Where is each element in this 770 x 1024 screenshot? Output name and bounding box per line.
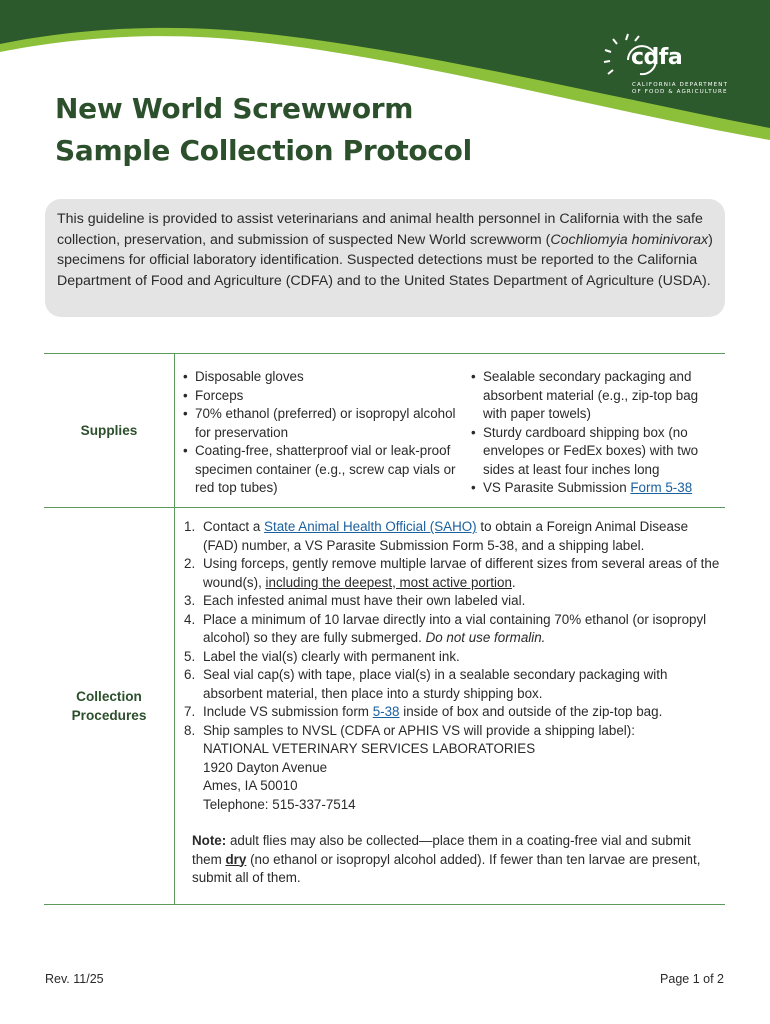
supply-item: • Coating-free, shatterproof vial or leak-proof specimen container (e.g., screw cap vials or red top tubes) <box>183 442 471 498</box>
supplies-row <box>44 353 725 508</box>
form-5-38-link-2[interactable]: 5-38 <box>372 704 400 719</box>
step-1: 1. Contact a State Animal Health Official (SAHO) to obtain a Foreign Animal Disease (FAD) number, a VS Parasite Submission Form 5-38, and a shipping label. <box>184 518 725 555</box>
step-2: 2. Using forceps, gently remove multiple larvae of different sizes from several areas of the wound(s), including the deepest, most active portion. <box>184 555 725 592</box>
page-title <box>55 88 472 172</box>
step-4: 4. Place a minimum of 10 larvae directly into a vial containing 70% ethanol (or isopropyl alcohol) so they are fully submerged. Do not use formalin. <box>184 611 725 648</box>
supply-item <box>471 479 723 498</box>
supplies-left-column <box>183 368 471 495</box>
address-line: NATIONAL VETERINARY SERVICES LABORATORIES <box>203 741 536 756</box>
supplies-content <box>175 354 725 507</box>
supply-item: • Disposable gloves <box>183 368 471 387</box>
title-line-1: New World Screwworm <box>55 92 414 125</box>
saho-link[interactable]: State Animal Health Official (SAHO) <box>264 519 477 534</box>
step-5: 5. Label the vial(s) clearly with permanent ink. <box>184 648 725 667</box>
revision-label: Rev. 11/25 <box>45 972 104 986</box>
procedures-label-line-1: Collection <box>76 689 142 704</box>
title-line-2: Sample Collection Protocol <box>55 134 472 167</box>
address-phone: Telephone: 515-337-7514 <box>203 796 356 812</box>
step-7: 7. Include VS submission form 5-38 inside of box and outside of the zip-top bag. <box>184 703 725 722</box>
procedures-label-line-2: Procedures <box>71 708 147 723</box>
note: Note: adult flies may also be collected—place them in a coating-free vial and submit them dry (no ethanol or isopropyl alcohol added). If fewer than ten larvae are present, submit all of them. <box>192 833 701 885</box>
form-5-38-link[interactable]: Form 5-38 <box>630 480 693 495</box>
species-name: Cochliomyia hominivorax <box>550 231 709 248</box>
page-number: Page 1 of 2 <box>660 972 724 986</box>
logo-wordmark: cdfa <box>631 45 683 70</box>
procedures-row <box>44 508 725 905</box>
step-3: 3. Each infested animal must have their own labeled vial. <box>184 592 725 611</box>
address-line: Ames, IA 50010 <box>203 778 298 793</box>
step-6: 6. Seal vial cap(s) with tape, place vial(s) in a sealable secondary packaging with absorbent material, then place into a sturdy shipping box. <box>184 666 725 703</box>
supply-item: • Sealable secondary packaging and absorbent material (e.g., zip-top bag with paper towels) <box>471 368 723 424</box>
nvsl-address <box>184 740 725 814</box>
logo-subtitle: CALIFORNIA DEPARTMENT OF FOOD & AGRICULTURE <box>632 82 729 95</box>
supplies-right-column <box>471 368 723 495</box>
supply-item: • 70% ethanol (preferred) or isopropyl alcohol for preservation <box>183 405 471 442</box>
intro-text-1: This guideline is provided to assist veterinarians and animal health personnel in California with the safe collection, preservation, and submission of suspected New World screwworm ( <box>57 211 703 248</box>
supply-item-text: VS Parasite Submission <box>483 480 631 495</box>
intro-box <box>45 199 725 317</box>
procedures-content <box>175 508 725 904</box>
address-line: 1920 Dayton Avenue <box>203 759 328 775</box>
protocol-table <box>44 353 725 905</box>
supply-item: • Sturdy cardboard shipping box (no envelopes or FedEx boxes) with two sides at least four inches long <box>471 424 723 480</box>
intro-text-2: ) specimens for official laboratory identification. Suspected detections must be reported to the California Department of Food and Agriculture (CDFA) and to the United States Department of Agriculture (USDA). <box>57 231 713 289</box>
supply-item: • Forceps <box>183 387 471 406</box>
step-8: 8. Ship samples to NVSL (CDFA or APHIS VS will provide a shipping label): <box>184 722 725 741</box>
supplies-label: Supplies <box>44 354 175 507</box>
procedures-label <box>44 508 175 904</box>
